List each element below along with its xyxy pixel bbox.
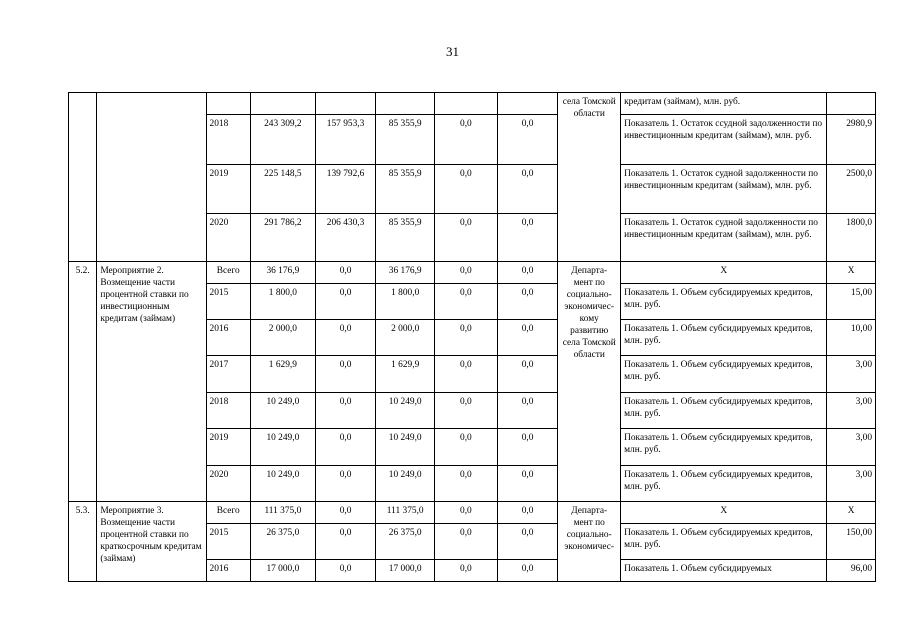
other-cell — [497, 93, 558, 115]
indicator-value-cell: 15,00 — [827, 284, 876, 320]
year-cell: Всего — [206, 262, 250, 284]
indicator-value-cell: 3,00 — [827, 429, 876, 466]
year-cell: 2016 — [206, 320, 250, 356]
other-cell: 0,0 — [497, 393, 558, 429]
page-number: 31 — [446, 44, 459, 59]
local-cell: 0,0 — [435, 356, 498, 393]
other-cell: 0,0 — [497, 284, 558, 320]
fed-cell: 0,0 — [315, 262, 376, 284]
fed-cell: 0,0 — [315, 320, 376, 356]
reg-cell: 85 355,9 — [376, 214, 435, 262]
indicator-cell: Показатель 1. Объем субсидируемых кредитов, млн. руб. — [621, 524, 827, 560]
total-cell: 17 000,0 — [251, 560, 316, 582]
total-cell: 2 000,0 — [251, 320, 316, 356]
other-cell: 0,0 — [497, 115, 558, 165]
other-cell: 0,0 — [497, 356, 558, 393]
indicator-value-cell: 3,00 — [827, 393, 876, 429]
fed-cell: 206 430,3 — [315, 214, 376, 262]
other-cell: 0,0 — [497, 560, 558, 582]
table-row — [69, 502, 876, 524]
indicator-cell: Х — [621, 502, 827, 524]
other-cell: 0,0 — [497, 466, 558, 502]
reg-cell — [376, 93, 435, 115]
measure-number: 5.3. — [69, 502, 97, 582]
program-table — [68, 92, 876, 582]
indicator-value-cell: 1800,0 — [827, 214, 876, 262]
other-cell: 0,0 — [497, 262, 558, 284]
local-cell: 0,0 — [435, 502, 498, 524]
indicator-value-cell: 96,00 — [827, 560, 876, 582]
year-cell: 2017 — [206, 356, 250, 393]
year-cell: 2020 — [206, 214, 250, 262]
total-cell: 10 249,0 — [251, 429, 316, 466]
indicator-value-cell: 3,00 — [827, 356, 876, 393]
executor-cell: села Томской области — [558, 93, 621, 262]
measure-number: 5.2. — [69, 262, 97, 502]
other-cell: 0,0 — [497, 214, 558, 262]
local-cell: 0,0 — [435, 165, 498, 214]
other-cell: 0,0 — [497, 429, 558, 466]
reg-cell: 85 355,9 — [376, 115, 435, 165]
measure-name: Мероприятие 2. Возмещение части процентной ставки по инвестиционным кредитам (займам) — [97, 262, 206, 502]
total-cell: 1 800,0 — [251, 284, 316, 320]
indicator-cell: Х — [621, 262, 827, 284]
indicator-cell: Показатель 1. Остаток судной задолженности по инвестиционным кредитам (займам), млн. руб. — [621, 165, 827, 214]
year-cell: 2016 — [206, 560, 250, 582]
reg-cell: 10 249,0 — [376, 429, 435, 466]
indicator-value-cell — [827, 93, 876, 115]
fed-cell: 0,0 — [315, 393, 376, 429]
total-cell: 1 629,9 — [251, 356, 316, 393]
fed-cell: 0,0 — [315, 429, 376, 466]
cont-num-cell — [69, 93, 97, 262]
reg-cell: 1 800,0 — [376, 284, 435, 320]
year-cell: 2015 — [206, 284, 250, 320]
indicator-value-cell: 10,00 — [827, 320, 876, 356]
local-cell: 0,0 — [435, 560, 498, 582]
indicator-cell: Показатель 1. Объем субсидируемых кредитов, млн. руб. — [621, 466, 827, 502]
indicator-cell: кредитам (займам), млн. руб. — [621, 93, 827, 115]
indicator-cell: Показатель 1. Объем субсидируемых — [621, 560, 827, 582]
other-cell: 0,0 — [497, 320, 558, 356]
total-cell: 291 786,2 — [251, 214, 316, 262]
indicator-cell: Показатель 1. Объем субсидируемых кредитов, млн. руб. — [621, 356, 827, 393]
fed-cell: 0,0 — [315, 502, 376, 524]
fed-cell: 139 792,6 — [315, 165, 376, 214]
reg-cell: 10 249,0 — [376, 466, 435, 502]
local-cell: 0,0 — [435, 284, 498, 320]
measure-name: Мероприятие 3. Возмещение части процентной ставки по краткосрочным кредитам (займам) — [97, 502, 206, 582]
reg-cell: 85 355,9 — [376, 165, 435, 214]
indicator-value-cell: 2980,9 — [827, 115, 876, 165]
cont-name-cell — [97, 93, 206, 262]
other-cell: 0,0 — [497, 524, 558, 560]
indicator-cell: Показатель 1. Остаток ссудной задолженности по инвестиционным кредитам (займам), млн. руб. — [621, 115, 827, 165]
indicator-value-cell: 2500,0 — [827, 165, 876, 214]
indicator-cell: Показатель 1. Остаток судной задолженности по инвестиционным кредитам (займам), млн. руб. — [621, 214, 827, 262]
reg-cell: 10 249,0 — [376, 393, 435, 429]
executor-cell: Департа- мент по социально- экономичес- кому развитию села Томской области — [558, 262, 621, 502]
fed-cell: 0,0 — [315, 284, 376, 320]
total-cell: 10 249,0 — [251, 393, 316, 429]
fed-cell: 157 953,3 — [315, 115, 376, 165]
indicator-value-cell: 3,00 — [827, 466, 876, 502]
local-cell: 0,0 — [435, 115, 498, 165]
local-cell: 0,0 — [435, 393, 498, 429]
total-cell: 36 176,9 — [251, 262, 316, 284]
total-cell: 225 148,5 — [251, 165, 316, 214]
fed-cell: 0,0 — [315, 466, 376, 502]
local-cell — [435, 93, 498, 115]
indicator-cell: Показатель 1. Объем субсидируемых кредитов, млн. руб. — [621, 284, 827, 320]
reg-cell: 26 375,0 — [376, 524, 435, 560]
table-row — [69, 262, 876, 284]
indicator-cell: Показатель 1. Объем субсидируемых кредитов, млн. руб. — [621, 429, 827, 466]
reg-cell: 1 629,9 — [376, 356, 435, 393]
fed-cell: 0,0 — [315, 560, 376, 582]
total-cell: 243 309,2 — [251, 115, 316, 165]
other-cell: 0,0 — [497, 165, 558, 214]
total-cell: 26 375,0 — [251, 524, 316, 560]
reg-cell: 17 000,0 — [376, 560, 435, 582]
total-cell: 111 375,0 — [251, 502, 316, 524]
local-cell: 0,0 — [435, 262, 498, 284]
local-cell: 0,0 — [435, 429, 498, 466]
year-cell: 2018 — [206, 393, 250, 429]
fed-cell: 0,0 — [315, 356, 376, 393]
table-row — [69, 93, 876, 115]
year-cell — [206, 93, 250, 115]
year-cell: 2018 — [206, 115, 250, 165]
year-cell: 2019 — [206, 165, 250, 214]
year-cell: 2020 — [206, 466, 250, 502]
reg-cell: 111 375,0 — [376, 502, 435, 524]
total-cell — [251, 93, 316, 115]
fed-cell — [315, 93, 376, 115]
local-cell: 0,0 — [435, 320, 498, 356]
other-cell: 0,0 — [497, 502, 558, 524]
reg-cell: 2 000,0 — [376, 320, 435, 356]
reg-cell: 36 176,9 — [376, 262, 435, 284]
year-cell: Всего — [206, 502, 250, 524]
indicator-cell: Показатель 1. Объем субсидируемых кредитов, млн. руб. — [621, 320, 827, 356]
indicator-value-cell: 150,00 — [827, 524, 876, 560]
local-cell: 0,0 — [435, 214, 498, 262]
executor-cell: Департа- мент по социально- экономичес- — [558, 502, 621, 582]
local-cell: 0,0 — [435, 466, 498, 502]
year-cell: 2019 — [206, 429, 250, 466]
indicator-cell: Показатель 1. Объем субсидируемых кредитов, млн. руб. — [621, 393, 827, 429]
indicator-value-cell: Х — [827, 262, 876, 284]
total-cell: 10 249,0 — [251, 466, 316, 502]
local-cell: 0,0 — [435, 524, 498, 560]
year-cell: 2015 — [206, 524, 250, 560]
indicator-value-cell: Х — [827, 502, 876, 524]
fed-cell: 0,0 — [315, 524, 376, 560]
